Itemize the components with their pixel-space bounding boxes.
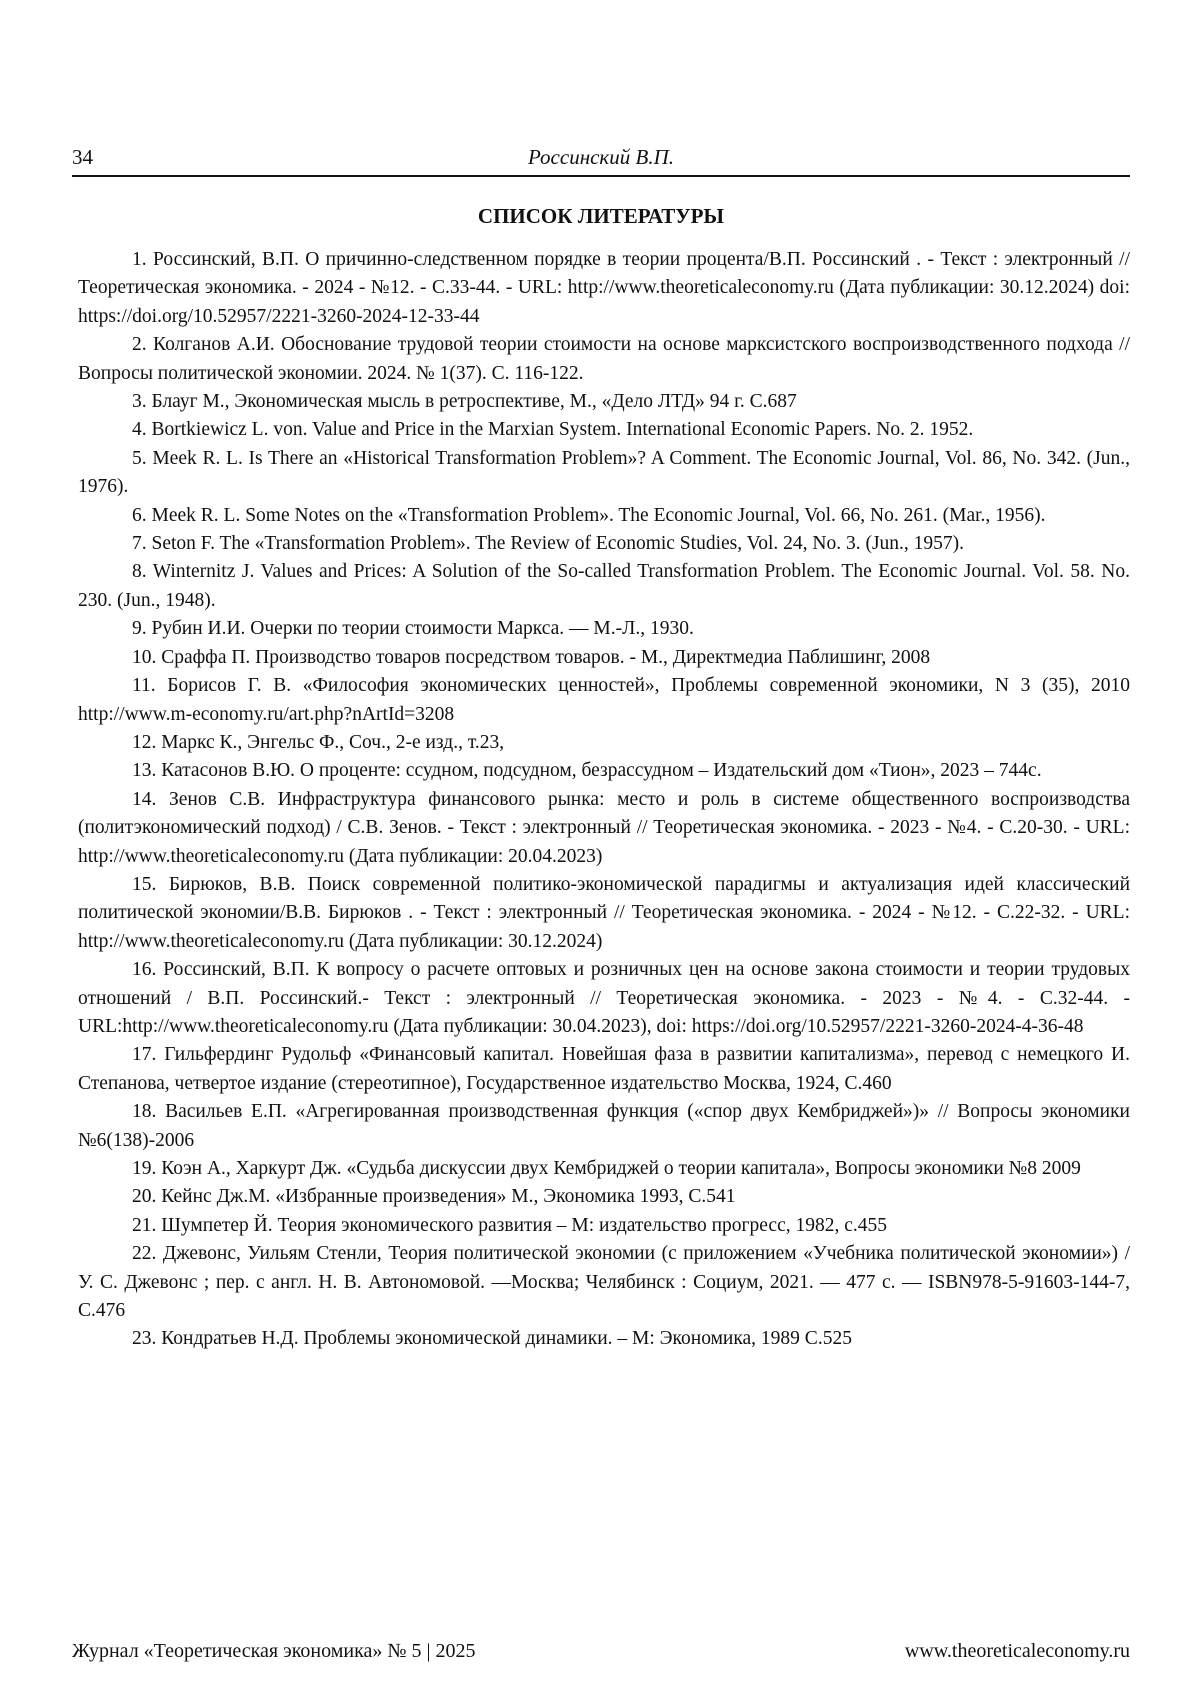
footer-journal-name: Журнал «Теоретическая экономика» № 5 | 2025	[72, 1640, 476, 1662]
reference-item: 10. Сраффа П. Производство товаров посредством товаров. - М., Директмедиа Паблишинг, 2008	[132, 646, 931, 668]
reference-item: 9. Рубин И.И. Очерки по теории стоимости Маркса. — М.-Л., 1930.	[132, 618, 694, 640]
reference-item: 11. Борисов Г. В. «Философия экономических ценностей», Проблемы современной экономики, N 3 (35), 2010 http://www.m-economy.ru/art.php?nArtId=3208	[78, 675, 1130, 725]
reference-item: 6. Meek R. L. Some Notes on the «Transformation Problem». The Economic Journal, Vol. 66, No. 261. (Mar., 1956).	[132, 504, 1046, 526]
reference-item: 21. Шумпетер Й. Теория экономического развития – М: издательство прогресс, 1982, с.455	[132, 1214, 888, 1236]
reference-item: 2. Колганов А.И. Обоснование трудовой теории стоимости на основе марксистского воспроизводственного подхода // Вопросы политической экономии. 2024. № 1(37). С. 116-122.	[78, 334, 1130, 384]
reference-item: 7. Seton F. The «Transformation Problem». The Review of Economic Studies, Vol. 24, No. 3. (Jun., 1957).	[132, 533, 965, 555]
reference-item: 18. Васильев Е.П. «Агрегированная производственная функция («спор двух Кембриджей»)» // Вопросы экономики №6(138)-2006	[78, 1101, 1130, 1151]
reference-item: 22. Джевонс, Уильям Стенли, Теория политической экономии (с приложением «Учебника политической экономии») / У. С. Джевонс ; пер. с англ. Н. В. Автономовой. —Москва; Челябинск : Социум, 2021. — 477 с. — ISBN978-5-91603-144-7, С.476	[78, 1243, 1130, 1322]
reference-item: 17. Гильфердинг Рудольф «Финансовый капитал. Новейшая фаза в развитии капитализма», перевод с немецкого И. Степанова, четвертое издание (стереотипное), Государственное издательство Москва, 1924, С.460	[78, 1044, 1130, 1094]
running-head-author: Россинский В.П.	[527, 145, 674, 169]
reference-item: 20. Кейнс Дж.М. «Избранные произведения» М., Экономика 1993, С.541	[132, 1186, 736, 1208]
reference-item: 15. Бирюков, В.В. Поиск современной политико-экономической парадигмы и актуализация идей классический политической экономии/В.В. Бирюков . - Текст : электронный // Теоретическая экономика. - 2024 - №12. - С.22-32. - URL: http://www.theoreticaleconomy.ru (Дата публикации: 30.12.2024)	[78, 873, 1130, 952]
reference-item: 14. Зенов С.В. Инфраструктура финансового рынка: место и роль в системе общественного воспроизводства (политэкономический подход) / С.В. Зенов. - Текст : электронный // Теоретическая экономика. - 2023 - №4. - С.20-30. - URL: http://www.theoreticaleconomy.ru (Дата публикации: 20.04.2023)	[78, 788, 1130, 867]
reference-item: 4. Bortkiewicz L. von. Value and Price in the Marxian System. International Economic Papers. No. 2. 1952.	[132, 419, 974, 441]
section-title: СПИСОК ЛИТЕРАТУРЫ	[477, 204, 725, 228]
reference-item: 16. Россинский, В.П. К вопросу о расчете оптовых и розничных цен на основе закона стоимости и теории трудовых отношений / В.П. Россинский.- Текст : электронный // Теоретическая экономика. - 2023 - №4. - С.32-44. - URL:http://www.theoreticaleconomy.ru (Дата публикации: 30.04.2023), doi: https://doi.org/10.52957/2221-3260-2024-4-36-48	[78, 959, 1130, 1037]
page-number: 34	[72, 145, 93, 169]
reference-item: 3. Блауг М., Экономическая мысль в ретроспективе, М., «Дело ЛТД» 94 г. С.687	[132, 391, 797, 413]
reference-item: 5. Meek R. L. Is There an «Historical Transformation Problem»? A Comment. The Economic Journal, Vol. 86, No. 342. (Jun., 1976).	[78, 447, 1130, 498]
page-header	[72, 145, 1130, 177]
reference-item: 1. Россинский, В.П. О причинно-следственном порядке в теории процента/В.П. Россинский . - Текст : электронный // Теоретическая экономика. - 2024 - №12. - С.33-44. - URL: http://www.theoreticaleconomy.ru (Дата публикации: 30.12.2024) doi: https://doi.org/10.52957/2221-3260-2024-12-33-44	[78, 249, 1130, 327]
reference-list	[78, 246, 1130, 1354]
reference-item: 12. Маркс К., Энгельс Ф., Соч., 2-е изд., т.23,	[132, 731, 505, 753]
footer-website: www.theoreticaleconomy.ru	[904, 1640, 1130, 1662]
reference-item: 19. Коэн А., Харкурт Дж. «Судьба дискуссии двух Кембриджей о теории капитала», Вопросы экономики №8 2009	[132, 1158, 1081, 1179]
reference-item: 8. Winternitz J. Values and Prices: A Solution of the So-called Transformation Problem. The Economic Journal. Vol. 58. No. 230. (Jun., 1948).	[78, 561, 1130, 611]
reference-item: 23. Кондратьев Н.Д. Проблемы экономической динамики. – М: Экономика, 1989 С.525	[132, 1328, 852, 1350]
reference-item: 13. Катасонов В.Ю. О проценте: ссудном, подсудном, безрассудном – Издательский дом «Тион», 2023 – 744с.	[132, 760, 1042, 782]
